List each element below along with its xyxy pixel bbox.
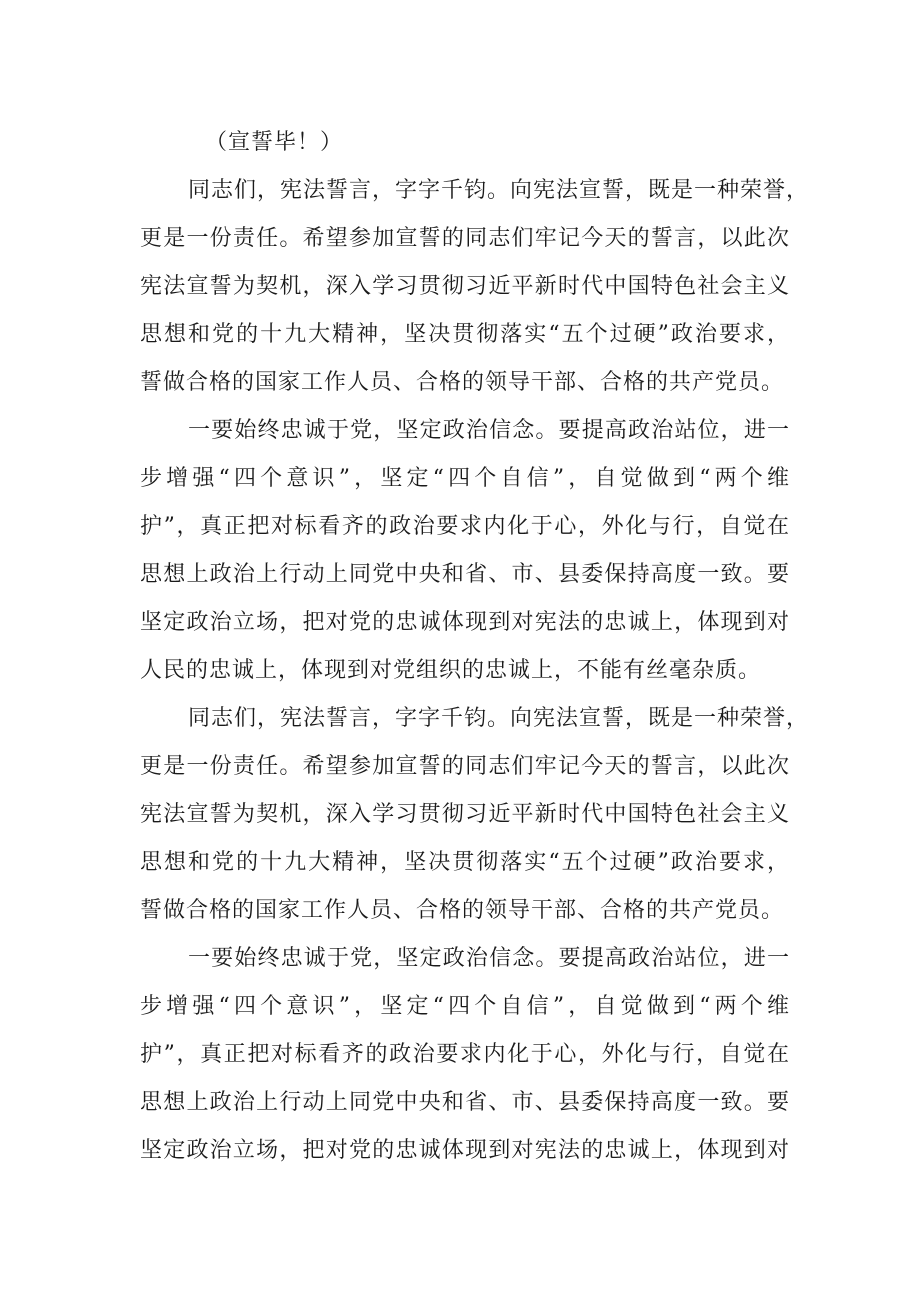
paragraph-4-line-1: 一要始终忠诚于党，坚定政治信念。要提高政治站位，进一 xyxy=(188,946,790,971)
paragraph-2-line-3: 护”，真正把对标看齐的政治要求内化于心，外化与行，自觉在 xyxy=(140,514,790,539)
paragraph-4-line-2: 步增强“四个意识”，坚定“四个自信”，自觉做到“两个维 xyxy=(140,994,790,1019)
paragraph-1-line-3: 宪法宣誓为契机，深入学习贯彻习近平新时代中国特色社会主义 xyxy=(140,274,790,299)
paragraph-2-line-2: 步增强“四个意识”，坚定“四个自信”，自觉做到“两个维 xyxy=(140,466,790,491)
paragraph-2-line-1: 一要始终忠诚于党，坚定政治信念。要提高政治站位，进一 xyxy=(188,418,790,443)
paragraph-1-line-2: 更是一份责任。希望参加宣誓的同志们牢记今天的誓言，以此次 xyxy=(140,226,790,251)
paragraph-3-line-3: 宪法宣誓为契机，深入学习贯彻习近平新时代中国特色社会主义 xyxy=(140,802,790,827)
paragraph-2-line-5: 坚定政治立场，把对党的忠诚体现到对宪法的忠诚上，体现到对 xyxy=(140,610,790,635)
paragraph-1-line-5: 誓做合格的国家工作人员、合格的领导干部、合格的共产党员。 xyxy=(140,370,785,395)
paragraph-3-line-5: 誓做合格的国家工作人员、合格的领导干部、合格的共产党员。 xyxy=(140,898,785,923)
paragraph-4-line-3: 护”，真正把对标看齐的政治要求内化于心，外化与行，自觉在 xyxy=(140,1042,790,1067)
paragraph-3-line-4: 思想和党的十九大精神，坚决贯彻落实“五个过硬”政治要求， xyxy=(140,850,790,875)
paragraph-2-line-4: 思想上政治上行动上同党中央和省、市、县委保持高度一致。要 xyxy=(140,562,790,587)
paragraph-1-line-4: 思想和党的十九大精神，坚决贯彻落实“五个过硬”政治要求， xyxy=(140,322,790,347)
paragraph-4-line-4: 思想上政治上行动上同党中央和省、市、县委保持高度一致。要 xyxy=(140,1090,790,1115)
paragraph-4-line-5: 坚定政治立场，把对党的忠诚体现到对宪法的忠诚上，体现到对 xyxy=(140,1138,790,1163)
paragraph-1-line-1: 同志们，宪法誓言，字字千钧。向宪法宣誓，既是一种荣誉， xyxy=(188,178,810,203)
paragraph-3-line-1: 同志们，宪法誓言，字字千钧。向宪法宣誓，既是一种荣誉， xyxy=(188,706,810,731)
paragraph-2-line-6: 人民的忠诚上，体现到对党组织的忠诚上，不能有丝毫杂质。 xyxy=(140,658,762,683)
paragraph-3-line-2: 更是一份责任。希望参加宣誓的同志们牢记今天的誓言，以此次 xyxy=(140,754,790,779)
oath-end-line: （宣誓毕！） xyxy=(205,130,344,155)
